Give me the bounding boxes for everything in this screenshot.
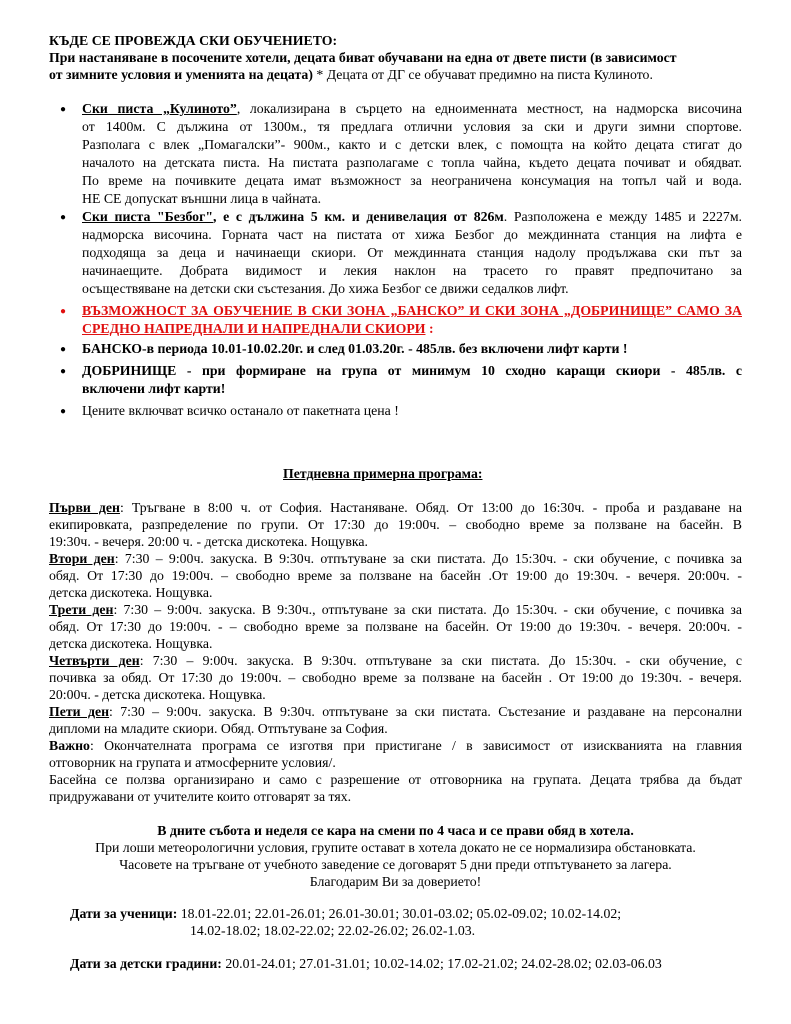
day4-line-1-text: : 7:30 – 9:00ч. закуска. В 9:30ч. отпътуване за ски пистата. До 15:30ч. - ски обучение, с <box>139 653 742 668</box>
intro-line-2 <box>49 66 653 84</box>
kulinoto-line-1 <box>82 100 742 118</box>
thanks-note: Благодарим Ви за доверието! <box>309 874 482 889</box>
kulinoto-line-1-text: , локализирана в сърцето на едноименната местност, на надморска височина <box>236 101 742 116</box>
kulinoto-line-3: Разполага с влек „Помагалски”- 900м., както и с детски влек, с помощта на който децата стигат до <box>82 137 742 152</box>
kulinoto-line-4: началото на детската писта. На пистата разполагаме с топла чайна, където децата почиват и обядват. <box>82 155 742 170</box>
intro-line-2-bold: от зимните условия и уменията на децата) <box>49 67 313 82</box>
important-line-1-text: : Окончателната програма се изготвя при пристигане / в зависимост от изискванията на главния <box>89 738 742 753</box>
day1-line-3: 19:30ч. - вечеря. 20:00 ч. - детска дискотека. Нощувка. <box>49 534 368 549</box>
kulinoto-line-5: По време на почивките децата имат възможност за неограничена консумация на топъл чай и вода. <box>82 173 742 188</box>
day3-line-2: обяд. От 17:30 до 19:00ч. - – свободно време за ползване на басейн. От 19:00 до 19:30ч. - вечеря. 20:00ч. - <box>49 619 742 634</box>
students-dates-line-1 <box>70 905 621 923</box>
page-title: КЪДЕ СЕ ПРОВЕЖДА СКИ ОБУЧЕНИЕТО: <box>49 33 338 48</box>
bullet-icon: ● <box>60 104 67 115</box>
bullet-icon: ● <box>60 366 67 377</box>
students-dates-label: Дати за ученици: <box>70 906 178 921</box>
day2-line-1 <box>49 550 742 568</box>
bullet-icon: ● <box>60 406 67 417</box>
day3-line-1 <box>49 601 742 619</box>
bezbog-name: Ски писта "Безбог" <box>82 209 213 224</box>
weather-note: При лоши метеорологични условия, групите остават в хотела докато не се нормализира обстановката. <box>95 840 696 855</box>
prices-line: Цените включват всичко останало от пакетната цена ! <box>82 403 399 418</box>
bezbog-line-1-text: . Разположена е между 1485 и 2227м. <box>503 209 743 224</box>
students-dates-values: 18.01-22.01; 22.01-26.01; 26.01-30.01; 30.01-03.02; 05.02-09.02; 10.02-14.02; <box>177 906 622 921</box>
day4-line-2: почивка за обяд. От 17:30 до 19:00ч. – свободно време за ползване на басейн . От 19:00 до 19:30ч. - вечеря. <box>49 670 742 685</box>
day2-label: Втори ден <box>49 551 115 566</box>
day2-line-2: обяд. От 17:30 до 19:00ч. – свободно време за ползване на басейн .От 19:00 до 19:30ч. - вечеря. 20:00ч. - <box>49 568 742 583</box>
day5-line-2: дипломи на младите скиори. Обяд. Отпътуване за София. <box>49 721 388 736</box>
bezbog-bold-rest: , е с дължина 5 км. и денивелация от 826м <box>213 209 504 224</box>
bullet-icon: ● <box>60 344 67 355</box>
kulinoto-line-2: от 1400м. С дължина от 1300м., тя предлага отлични условия за ски и други зимни спортове. <box>82 119 742 134</box>
possibility-line-2-tail: : <box>425 321 434 336</box>
important-label: Важно <box>49 738 90 753</box>
bansko-line: БАНСКО-в периода 10.01-10.02.20г. и след 01.03.20г. - 485лв. без включени лифт карти ! <box>82 341 628 356</box>
possibility-line-2-text: СРЕДНО НАПРЕДНАЛИ И НАПРЕДНАЛИ СКИОРИ <box>82 321 426 336</box>
possibility-line-1: ВЪЗМОЖНОСТ ЗА ОБУЧЕНИЕ В СКИ ЗОНА „БАНСКО” И СКИ ЗОНА „ДОБРИНИЩЕ” САМО ЗА <box>82 303 742 318</box>
kulinoto-line-6: НЕ СЕ допускат външни лица в чайната. <box>82 191 322 206</box>
kindergarten-dates-label: Дати за детски градини: <box>70 956 222 971</box>
day1-line-1 <box>49 499 742 517</box>
day4-line-1 <box>49 652 742 670</box>
students-dates-line-2: 14.02-18.02; 18.02-22.02; 22.02-26.02; 26.02-1.03. <box>190 923 476 938</box>
bullet-icon: ● <box>60 306 67 317</box>
departure-note: Часовете на тръгване от учебното заведение се договарят 5 дни преди отпътуването за лагера. <box>119 857 672 872</box>
day1-line-2: екипировката, разпределение по групи. От 17:30 до 19:00ч. – свободно време за ползване на басейн. В <box>49 517 742 532</box>
day1-label: Първи ден <box>49 500 120 515</box>
bezbog-line-5: осъществяване на детски ски състезания. До хижа Безбог се движи седалков лифт. <box>82 281 569 296</box>
program-title: Петдневна примерна програма: <box>283 466 483 481</box>
possibility-line-2 <box>82 320 434 338</box>
day5-line-1 <box>49 703 742 721</box>
bezbog-line-1 <box>82 208 742 226</box>
bullet-icon: ● <box>60 212 67 223</box>
intro-line-2-rest: * Децата от ДГ се обучават предимно на писта Кулиното. <box>312 67 653 82</box>
day3-label: Трети ден <box>49 602 114 617</box>
day4-label: Четвърти ден <box>49 653 140 668</box>
day2-line-1-text: : 7:30 – 9:00ч. закуска. В 9:30ч. отпътуване за ски пистата. До 15:30ч. - ски обучение, с почивка за <box>114 551 742 566</box>
bezbog-line-2: надморска височина. Горната част на пистата от хижа Безбог до междинната станция на лифта е <box>82 227 742 242</box>
day5-line-1-text: : 7:30 – 9:00ч. закуска. В 9:30ч. отпътуване за ски пистата. Състезание и раздаване на персонални <box>109 704 742 719</box>
dobrinishte-line-1: ДОБРИНИЩЕ - при формиране на група от минимум 10 сходно каращи скиори - 485лв. с <box>82 363 742 378</box>
kindergarten-dates-line <box>70 955 662 973</box>
day5-label: Пети ден <box>49 704 110 719</box>
day2-line-3: детска дискотека. Нощувка. <box>49 585 213 600</box>
pool-line-2: придружавани от учителите които отговарят за тях. <box>49 789 352 804</box>
kindergarten-dates-values: 20.01-24.01; 27.01-31.01; 10.02-14.02; 17.02-21.02; 24.02-28.02; 02.03-06.03 <box>221 956 662 971</box>
important-line-1 <box>49 737 742 755</box>
kulinoto-name: Ски писта „Кулиното” <box>82 101 237 116</box>
bezbog-line-3: подходяща за деца и начинаещи скиори. От междинната станция надолу продължава ски път за <box>82 245 742 260</box>
day4-line-3: 20:00ч. - детска дискотека. Нощувка. <box>49 687 266 702</box>
day3-line-1-text: : 7:30 – 9:00ч. закуска. В 9:30ч., отпътуване за ски пистата. До 15:30ч. - ски обучение, с почивка за <box>113 602 742 617</box>
day1-line-1-text: : Тръгване в 8:00 ч. от София. Настаняване. Обяд. От 13:00 до 16:30ч. - проба и раздаване на <box>119 500 742 515</box>
bezbog-line-4: начинаещите. Добрата видимост и лекия наклон на трасето го правят предпочитано за <box>82 263 742 278</box>
weekend-note: В дните събота и неделя се кара на смени по 4 часа и се прави обяд в хотела. <box>157 823 634 838</box>
important-line-2: отговорник на групата и атмосферните условия/. <box>49 755 336 770</box>
pool-line-1: Басейна се ползва организирано и само с разрешение от отговорника на групата. Децата трябва да бъдат <box>49 772 742 787</box>
intro-line-1: При настаняване в посочените хотели, децата биват обучавани на една от двете писти (в зависимост <box>49 50 677 65</box>
day3-line-3: детска дискотека. Нощувка. <box>49 636 213 651</box>
dobrinishte-line-2: включени лифт карти! <box>82 381 226 396</box>
